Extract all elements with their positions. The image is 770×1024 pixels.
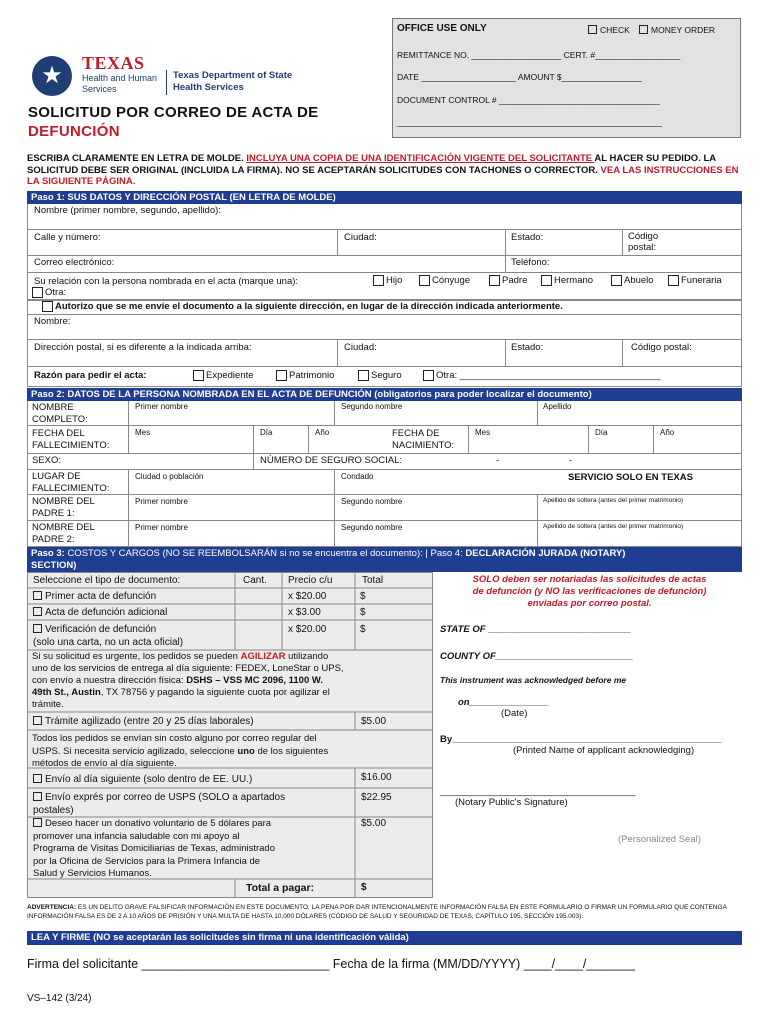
- urgent-text: Si su solicitud es urgente, los pedidos se pueden AGILIZAR utilizando uno de los servicios de entrega al día siguiente: FEDEX, LoneStar o UPS, con envío a nuestra dirección física: DSHS – VSS MC 2096, 1100 W. 49th St., Austin, TX 78756 y pagando la siguiente cuota por agilizar el trámite.: [32, 651, 344, 710]
- price-overnight: $16.00: [361, 772, 392, 783]
- rel-child-checkbox[interactable]: [373, 275, 384, 286]
- ssn-dash-2: -: [569, 455, 573, 466]
- step2-bar: Paso 2: DATOS DE LA PERSONA NOMBRADA EN EL ACTA DE DEFUNCIÓN (obligatorios para poder localizar el documento): [27, 388, 742, 401]
- ssn-label: NÚMERO DE SEGURO SOCIAL:: [260, 455, 402, 466]
- reason-row: [27, 367, 742, 387]
- rel-grandparent-checkbox[interactable]: [611, 275, 622, 286]
- city-label: Ciudad:: [344, 232, 377, 243]
- rel-child[interactable]: Hijo: [373, 275, 402, 286]
- total-verification[interactable]: $: [360, 624, 366, 635]
- ssn-dash-1: -: [496, 455, 500, 466]
- verification-checkbox[interactable]: [33, 624, 42, 633]
- phone-label: Teléfono:: [511, 257, 550, 268]
- item-expedite[interactable]: Trámite agilizado (entre 20 y 25 días laborales): [33, 716, 254, 727]
- price-donation: $5.00: [361, 818, 387, 829]
- father2-first: Primer nombre: [135, 523, 188, 532]
- middle-name-label: Segundo nombre: [341, 402, 403, 411]
- notary-ack: This instrument was acknowledged before me: [440, 675, 627, 685]
- notary-seal: (Personalized Seal): [618, 834, 701, 845]
- zip-label: Código postal:: [628, 231, 659, 253]
- step1-bar: Paso 1: SUS DATOS Y DIRECCIÓN POSTAL (EN LETRA DE MOLDE): [27, 191, 742, 204]
- reason-record[interactable]: Expediente: [193, 370, 254, 381]
- step3-bar: Paso 3: COSTOS Y CARGOS (NO SE REEMBOLSARÁN si no se encuentra el documento): | Paso 4: DECLARACIÓN JURADA (NOTARY) SECTION): [27, 547, 742, 572]
- price-usps: $22.95: [361, 792, 392, 803]
- total-label: Total a pagar:: [246, 882, 315, 894]
- notary-signature: (Notary Public's Signature): [455, 797, 568, 808]
- rel-sibling[interactable]: Hermano: [541, 275, 593, 286]
- texas-only-label: SERVICIO SOLO EN TEXAS: [568, 472, 693, 483]
- notary-by[interactable]: By___________________________________________________: [440, 734, 722, 745]
- rel-parent[interactable]: Padre: [489, 275, 527, 286]
- alt-name-row[interactable]: [27, 315, 742, 340]
- form-number: VS–142 (3/24): [27, 993, 92, 1004]
- sex-label: SEXO:: [32, 455, 62, 466]
- rel-parent-checkbox[interactable]: [489, 275, 500, 286]
- relation-row: [27, 273, 742, 300]
- reason-estate-checkbox[interactable]: [276, 370, 287, 381]
- dates-row[interactable]: [27, 426, 742, 454]
- col-price: Precio c/u: [288, 575, 333, 586]
- alt-address-row[interactable]: [27, 340, 742, 367]
- birth-date-label: FECHA DE NACIMIENTO:: [392, 428, 455, 451]
- place-row[interactable]: [27, 470, 742, 495]
- sex-ssn-row[interactable]: [27, 454, 742, 470]
- city-town-label: Ciudad o población: [135, 472, 204, 481]
- reason-insurance[interactable]: Seguro: [358, 370, 402, 381]
- contact-row[interactable]: [27, 256, 742, 273]
- logo-hhs: Health and Human Services: [82, 73, 158, 94]
- check-option[interactable]: CHECK: [588, 25, 630, 35]
- item-additional[interactable]: Acta de defunción adicional: [33, 607, 167, 618]
- place-label: LUGAR DE FALLECIMIENTO:: [32, 471, 110, 494]
- relation-label: Su relación con la persona nombrada en el acta (marque una):: [34, 276, 299, 287]
- sign-bar: LEA Y FIRME (NO se aceptarán las solicitudes sin firma ni una identificación válida): [27, 931, 742, 945]
- notary-sig-line[interactable]: _____________________________________: [440, 786, 636, 797]
- alt-zip-label: Código postal:: [631, 342, 692, 353]
- decedent-name-row[interactable]: [27, 401, 742, 426]
- notary-date: (Date): [501, 708, 528, 719]
- reason-label: Razón para pedir el acta:: [34, 370, 147, 381]
- first-cert-checkbox[interactable]: [33, 591, 42, 600]
- item-usps-note: postales): [33, 805, 74, 816]
- page-title: SOLICITUD POR CORREO DE ACTA DE: [28, 104, 319, 121]
- price-verification: x $20.00: [288, 624, 327, 635]
- col-total: Total: [362, 575, 384, 586]
- father2-label: NOMBRE DEL PADRE 2:: [32, 522, 95, 545]
- authorize-checkbox[interactable]: [42, 301, 53, 312]
- birth-day: Día: [595, 428, 608, 437]
- logo-texas: TEXAS: [82, 53, 145, 73]
- street-label: Calle y número:: [34, 232, 101, 243]
- mail-text: Todos los pedidos se envían sin costo alguno por correo regular del USPS. Si necesita servicio agilizado, seleccione uno de los siguientes métodos de envío al día siguiente.: [32, 733, 329, 769]
- name-label: Nombre (primer nombre, segundo, apellido):: [34, 205, 221, 216]
- usps-checkbox[interactable]: [33, 792, 42, 801]
- reason-record-checkbox[interactable]: [193, 370, 204, 381]
- authorize-option[interactable]: Autorizo que se me envíe el documento a la siguiente dirección, en lugar de la dirección indicada anteriormente.: [42, 301, 563, 312]
- notary-county[interactable]: COUNTY OF__________________________: [440, 651, 634, 662]
- notary-on[interactable]: on_______________: [458, 697, 549, 708]
- reason-other-checkbox[interactable]: [423, 370, 434, 381]
- item-verification[interactable]: Verificación de defunción: [33, 624, 156, 635]
- check-checkbox[interactable]: [588, 25, 597, 34]
- state-label: Estado:: [511, 232, 544, 243]
- father1-label: NOMBRE DEL PADRE 1:: [32, 496, 95, 519]
- birth-month: Mes: [475, 428, 491, 437]
- death-day: Día: [260, 428, 273, 437]
- address-row[interactable]: [27, 230, 742, 256]
- date-amount-line: DATE ____________________ AMOUNT $_________________: [397, 72, 642, 82]
- logo-divider: [166, 70, 167, 95]
- alt-name-label: Nombre:: [34, 316, 71, 327]
- price-additional: x $3.00: [288, 607, 321, 618]
- full-name-label: NOMBRE COMPLETO:: [32, 402, 88, 425]
- col-qty: Cant.: [243, 575, 267, 586]
- item-overnight[interactable]: Envío al día siguiente (solo dentro de EE. UU.): [33, 774, 252, 785]
- additional-checkbox[interactable]: [33, 607, 42, 616]
- county-label: Condado: [341, 472, 374, 481]
- alt-state-label: Estado:: [511, 342, 544, 353]
- overnight-checkbox[interactable]: [33, 774, 42, 783]
- birth-year: Año: [660, 428, 675, 437]
- total-first[interactable]: $: [360, 591, 366, 602]
- money-order-checkbox[interactable]: [639, 25, 648, 34]
- death-month: Mes: [135, 428, 151, 437]
- father1-middle: Segundo nombre: [341, 497, 403, 506]
- father2-middle: Segundo nombre: [341, 523, 403, 532]
- rel-funeral-checkbox[interactable]: [668, 275, 679, 286]
- office-use-box: [392, 18, 741, 138]
- item-usps[interactable]: Envío exprés por correo de USPS (SOLO a apartados: [33, 792, 285, 803]
- signature-line[interactable]: Firma del solicitante ___________________________ Fecha de la firma (MM/DD/YYYY) ____/____/_______: [27, 957, 636, 971]
- donation-text[interactable]: Deseo hacer un donativo voluntario de 5 dólares para promover una infancia saludable con mi apoyo al Programa de Visitas Domiciliarias de Texas, administrado por la Oficina de Servicios para la Primera Infancia de Salud y Servicios Humanos.: [33, 818, 276, 879]
- price-first: x $20.00: [288, 591, 327, 602]
- col-type: Seleccione el tipo de documento:: [33, 575, 181, 586]
- texas-seal-icon: ★: [32, 56, 72, 96]
- death-date-label: FECHA DEL FALLECIMIENTO:: [32, 428, 110, 451]
- donation-checkbox[interactable]: [33, 818, 42, 827]
- reason-estate[interactable]: Patrimonio: [276, 370, 334, 381]
- expedite-checkbox[interactable]: [33, 716, 42, 725]
- father2-row[interactable]: [27, 521, 742, 547]
- money-order-option[interactable]: MONEY ORDER: [639, 25, 715, 35]
- rel-sibling-checkbox[interactable]: [541, 275, 552, 286]
- first-name-label: Primer nombre: [135, 402, 188, 411]
- alt-city-label: Ciudad:: [344, 342, 377, 353]
- rel-other-checkbox[interactable]: [32, 287, 43, 298]
- father1-row[interactable]: [27, 495, 742, 521]
- item-first-cert[interactable]: Primer acta de defunción: [33, 591, 156, 602]
- legal-warning: ADVERTENCIA: ES UN DELITO GRAVE FALSIFICAR INFORMACIÓN EN ESTE DOCUMENTO. LA PENA POR DAR INTENCIONALMENTE INFORMACIÓN FALSA EN ESTE FORMULARIO O FIRMAR UN FORMULARIO QUE CONTENGA INFORMACIÓN FALSA ES DE 2 A 10 AÑOS DE PRISIÓN Y UNA MULTA DE HASTA 10,000 DÓLARES (CÓDIGO DE SALUD Y SEGURIDAD DE TEXAS, CAPÍTULO 195, SECCIÓN 195.003).: [27, 904, 727, 920]
- father2-maiden: Apellido de soltera (antes del primer matrimonio): [543, 523, 684, 530]
- logo-dshs: Texas Department of State Health Services: [173, 70, 293, 93]
- page-title-2: DEFUNCIÓN: [28, 123, 120, 140]
- father1-first: Primer nombre: [135, 497, 188, 506]
- price-expedite: $5.00: [361, 716, 387, 727]
- name-row[interactable]: [27, 204, 742, 230]
- father1-maiden: Apellido de soltera (antes del primer matrimonio): [543, 497, 684, 504]
- notary-printed: (Printed Name of applicant acknowledging): [513, 745, 695, 756]
- reason-other[interactable]: Otra: ______________________________________: [423, 370, 661, 381]
- rel-other[interactable]: Otra:: [32, 287, 66, 298]
- doc-control-line: DOCUMENT CONTROL # __________________________________: [397, 95, 660, 105]
- instructions: ESCRIBA CLARAMENTE EN LETRA DE MOLDE. INCLUYA UNA COPIA DE UNA IDENTIFICACIÓN VIGENTE DEL SOLICITANTE AL HACER SU PEDIDO. LA SOLICITUD DEBE SER ORIGINAL (INCLUIDA LA FIRMA). NO SE ACEPTARÁN SOLICITUDES CON TACHONES O CORRECTOR. VEA LAS INSTRUCCIONES EN LA SIGUIENTE PÁGINA.: [27, 153, 739, 187]
- last-name-label: Apellido: [543, 402, 572, 411]
- rel-funeral[interactable]: Funeraria: [668, 275, 722, 286]
- item-verification-note: (solo una carta, no un acta oficial): [33, 637, 184, 648]
- rel-spouse[interactable]: Cónyuge: [419, 275, 470, 286]
- total-additional[interactable]: $: [360, 607, 366, 618]
- reason-insurance-checkbox[interactable]: [358, 370, 369, 381]
- blank-line: ________________________________________________________: [397, 117, 662, 127]
- email-label: Correo electrónico:: [34, 257, 115, 268]
- total-amount[interactable]: $: [361, 882, 367, 893]
- rel-spouse-checkbox[interactable]: [419, 275, 430, 286]
- notary-state[interactable]: STATE OF ___________________________: [440, 624, 631, 635]
- rel-grandparent[interactable]: Abuelo: [611, 275, 654, 286]
- authorize-row[interactable]: [27, 300, 742, 315]
- notary-warning: SOLO deben ser notariadas las solicitudes de actas de defunción (y NO las verificaciones de defunción) enviadas por correo postal.: [472, 574, 707, 609]
- remittance-line: REMITTANCE NO. ___________________ CERT. #__________________: [397, 50, 681, 60]
- mailing-label: Dirección postal, si es diferente a la indicada arriba:: [34, 342, 252, 353]
- office-heading: OFFICE USE ONLY: [397, 23, 487, 34]
- death-year: Año: [315, 428, 330, 437]
